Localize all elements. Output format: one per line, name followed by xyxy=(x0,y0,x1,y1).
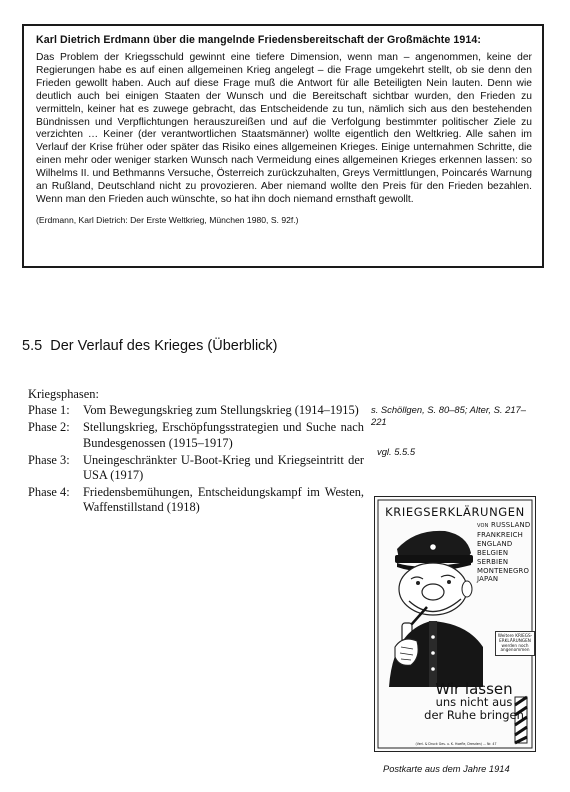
phases-heading: Kriegsphasen: xyxy=(28,387,99,401)
quote-source: (Erdmann, Karl Dietrich: Der Erste Weltkrieg, München 1980, S. 92f.) xyxy=(36,214,299,225)
phase-text: Uneingeschränkter U-Boot-Krieg und Kriegseintritt der USA (1917) xyxy=(83,452,364,483)
postcard-slogan xyxy=(419,680,529,722)
postcard-imprint: (Verl. & Druck Ges. u. K. Hoefle, Dresden) ... Nr. 47 xyxy=(415,742,497,746)
postcard-image xyxy=(374,496,536,752)
phase-label: Phase 2: xyxy=(28,420,70,435)
phase-text: Stellungskrieg, Erschöpfungsstrategien und Suche nach Bundesgenossen (1915–1917) xyxy=(83,420,364,450)
phase-list xyxy=(28,387,364,518)
postcard-slogan-line: Wir lassen xyxy=(435,680,513,698)
quote-box xyxy=(22,24,544,268)
phase-item xyxy=(28,420,364,450)
postcard-country: MONTENEGRO xyxy=(477,566,530,575)
postcard-country: RUSSLAND xyxy=(491,521,531,529)
postcard-title: KRIEGSERKLÄRUNGEN xyxy=(385,505,525,519)
postcard-country: BELGIEN xyxy=(477,548,509,557)
section-heading xyxy=(22,338,278,354)
postcard-slogan-line: der Ruhe bringen xyxy=(424,708,524,722)
phase-label: Phase 3: xyxy=(28,452,70,467)
postcard-von: VON xyxy=(477,523,489,529)
postcard-country: JAPAN xyxy=(477,575,499,584)
phase-item xyxy=(28,485,364,515)
quote-title: Karl Dietrich Erdmann über die mangelnde Friedensbereitschaft der Großmächte 1914: xyxy=(36,34,482,46)
postcard-caption: Postkarte aus dem Jahre 1914 xyxy=(383,764,510,774)
margin-reference: s. Schöllgen, S. 80–85; Alter, S. 217–221 xyxy=(371,404,526,427)
phase-label: Phase 1: xyxy=(28,403,70,418)
postcard-country-list xyxy=(477,521,533,584)
phase-text: Friedensbemühungen, Entscheidungskampf im Westen, Waffenstillstand (1918) xyxy=(83,485,364,515)
section-number: 5.5 xyxy=(22,338,43,354)
postcard-note: Weitere KRIEGS-ERKLÄRUNGEN werden noch angenommen xyxy=(495,631,535,656)
section-title: Der Verlauf des Krieges (Überblick) xyxy=(50,338,278,354)
phase-item xyxy=(28,453,364,483)
phase-label: Phase 4: xyxy=(28,485,70,500)
quote-body: Das Problem der Kriegsschuld gewinnt eine tiefere Dimension, wenn man – angenommen, keine der Regierungen habe es auf einen allgemeinen Krieg angelegt – die Frage umgekehrt stellt, ob sie denn den Frieden gewollt haben. Auch auf diese Frage muß die Antwort für alle Beteiligten Nein lauten. Denn wie deutlich auch bei einigen Staaten der Wunsch und die Bereitschaft sichtbar wurden, den Frieden zu vermitteln, keiner hat es zuwege gebracht, das Entscheidende zu tun, nämlich sich aus den bestehenden Bündnissen und Verpflichtungen herauszureißen und auf die Verfolgung bestimmter politischer Ziele zu verzichten … Keiner (der verantwortlichen Staatsmänner) wollte eigentlich den Weltkrieg. Alle sahen im Verlauf der Krise früher oder später das Risiko eines allgemeinen Krieges. Einige unternahmen Schritte, die einen mehr oder weniger starken Wunsch nach Vermeidung eines allgemeinen Krieges erkennen lassen: so Wilhelms II. und Bethmanns Versuche, Österreich zurückzuhalten, Greys Vermittlungen, Poincarés Warnung an Rußland, Deutschland nicht zu provozieren. Aber niemand wollte den Preis für den Frieden bezahlen. Wenn man den Frieden auch wünschte, so hat ihn doch niemand ernsthaft gewollt. xyxy=(36,52,532,205)
postcard-country: FRANKREICH xyxy=(477,530,524,539)
phase-text: Vom Bewegungskrieg zum Stellungskrieg (1914–1915) xyxy=(83,403,359,418)
postcard-country: SERBIEN xyxy=(477,557,509,566)
phase-item xyxy=(28,403,364,418)
postcard-slogan-line: uns nicht aus xyxy=(435,695,513,709)
postcard-country: ENGLAND xyxy=(477,539,513,548)
margin-reference: vgl. 5.5.5 xyxy=(377,446,416,457)
